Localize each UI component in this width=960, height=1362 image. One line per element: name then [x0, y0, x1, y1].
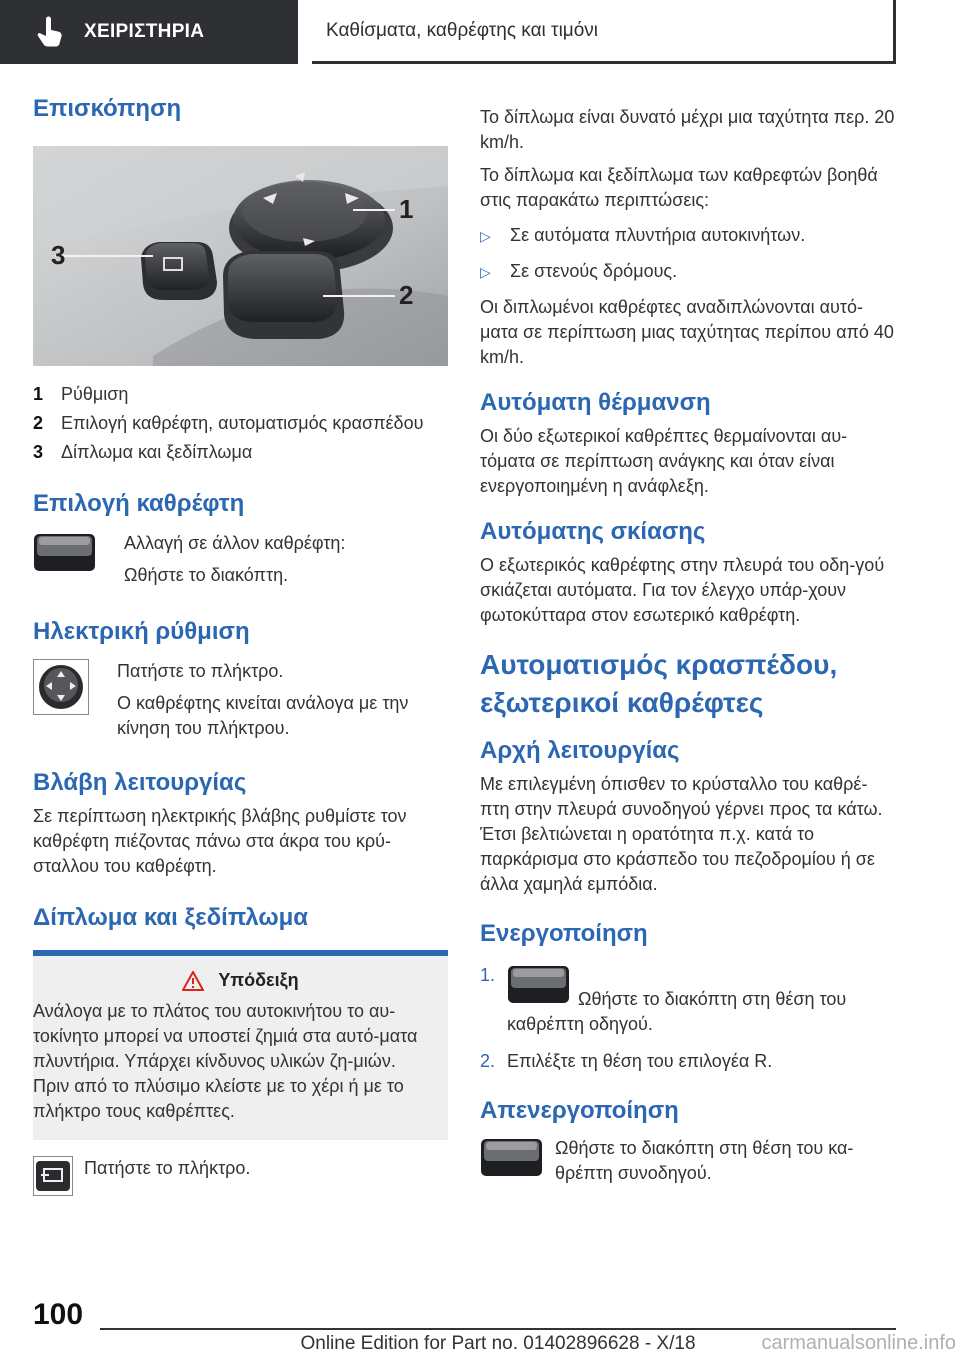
unfold-speed-text: Οι διπλωμένοι καθρέφτες αναδιπλώνονται αυτό-ματα σε περίπτωση μιας ταχύτητας περίπου από 40 km/h. [480, 297, 894, 367]
joystick-button-icon [33, 659, 89, 720]
legend-item [33, 409, 448, 438]
fold-speed-text: Το δίπλωμα είναι δυνατό μέχρι μια ταχύτητα περ. 20 km/h. [480, 107, 895, 152]
heating-text: Οι δύο εξωτερικοί καθρέπτες θερμαίνονται αυ-τόματα σε περίπτωση ανάγκης και όταν είναι ενεργοποιημένη η ανάφλεξη. [480, 426, 848, 496]
legend-text: Δίπλωμα και ξεδίπλωμα [61, 442, 253, 462]
electric-adjust-line1: Πατήστε το πλήκτρο. [117, 661, 284, 681]
principle-heading: Αρχή λειτουργίας [480, 737, 680, 764]
list-item [480, 259, 895, 285]
legend-number: 2 [33, 413, 44, 433]
photo-label-3: 3 [51, 240, 66, 270]
hand-pointer-icon [30, 12, 70, 52]
header-section-label: ΧΕΙΡΙΣΤΗΡΙΑ [84, 21, 205, 42]
mirror-switch-photo [33, 146, 448, 366]
legend-text: Επιλογή καθρέφτη, αυτοματισμός κρασπέδου [61, 413, 424, 433]
step-text: Επιλέξτε τη θέση του επιλογέα R. [507, 1051, 773, 1071]
rocker-switch-icon [507, 963, 570, 1012]
list-item [480, 1049, 895, 1074]
header-section-tab [0, 0, 298, 64]
header-chapter [312, 0, 896, 64]
warning-triangle-icon [182, 971, 204, 991]
page-number: 100 [33, 1298, 84, 1331]
rocker-switch-icon [480, 1136, 543, 1183]
mirror-select-block [33, 531, 448, 595]
photo-label-2: 2 [399, 280, 414, 310]
deactivation-heading: Απενεργοποίηση [480, 1097, 679, 1124]
list-item [480, 223, 895, 249]
dimming-heading: Αυτόματης σκίασης [480, 518, 706, 545]
step-number: 1. [480, 965, 496, 985]
photo-label-1: 1 [399, 194, 414, 224]
electric-adjust-heading: Ηλεκτρική ρύθμιση [33, 618, 250, 645]
fold-help-text: Το δίπλωμα και ξεδίπλωμα των καθρεφτών βοηθά στις παρακάτω περιπτώσεις: [480, 165, 878, 210]
fold-heading: Δίπλωμα και ξεδίπλωμα [33, 904, 309, 931]
triangle-bullet-icon: ▷ [480, 264, 491, 280]
footer-edition: Online Edition for Part no. 01402896628 - X/18 [300, 1333, 696, 1354]
rocker-switch-icon [33, 531, 96, 578]
mirror-select-line1: Αλλαγή σε άλλον καθρέφτη: [124, 533, 346, 553]
legend-number: 3 [33, 442, 44, 462]
heating-heading: Αυτόματη θέρμανση [480, 389, 711, 416]
bullet-text: Σε στενούς δρόμους. [510, 261, 678, 281]
legend-item [33, 380, 448, 409]
electric-adjust-block [33, 659, 448, 748]
bullet-text: Σε αυτόματα πλυντήρια αυτοκινήτων. [510, 225, 806, 245]
mirror-select-heading: Επιλογή καθρέφτη [33, 490, 245, 517]
legend-text: Ρύθμιση [61, 384, 129, 404]
header-chapter-label: Καθίσματα, καθρέφτης και τιμόνι [326, 19, 599, 41]
failure-heading: Βλάβη λειτουργίας [33, 769, 247, 796]
deactivation-block [480, 1136, 895, 1193]
principle-text: Με επιλεγμένη όπισθεν το κρύσταλλο του καθρέ-πτη στην πλευρά συνοδηγού γέρνει προς τα κάτω. Έτσι βελτιώνεται η ορατότητα π.χ. κατά το παρκάρισμα στο κράσπεδο του πεζοδρομίου ή σε άλλα χαμηλά εμπόδια. [480, 774, 883, 894]
activation-heading: Ενεργοποίηση [480, 920, 648, 947]
dimming-text: Ο εξωτερικός καθρέφτης στην πλευρά του οδη-γού σκιάζεται αυτόματα. Για τον έλεγχο υπάρ-χουν φωτοκύτταρα στον εσωτερικό καθρέφτη. [480, 555, 885, 625]
left-column [33, 94, 448, 1201]
right-column [480, 105, 895, 1193]
fold-button-icon [33, 1156, 73, 1201]
deactivation-text: Ωθήστε το διακόπτη στη θέση του κα-θρέπτη συνοδηγού. [555, 1138, 854, 1183]
step-number: 2. [480, 1051, 496, 1071]
failure-text: Σε περίπτωση ηλεκτρικής βλάβης ρυθμίστε τον καθρέφτη πιέζοντας πάνω στα άκρα του κρύ-σταλλου του καθρέφτη. [33, 806, 407, 876]
curb-heading-line1: Αυτοματισμός κρασπέδου, [480, 649, 838, 680]
note-title: Υπόδειξη [218, 970, 299, 990]
mirror-select-line2: Ωθήστε το διακόπτη. [124, 565, 289, 585]
fold-press-block [33, 1156, 448, 1201]
list-item [480, 963, 895, 1037]
step-text: Ωθήστε το διακόπτη στη θέση του καθρέπτη οδηγού. [507, 989, 847, 1034]
footer-divider [100, 1328, 896, 1330]
legend-item [33, 438, 448, 467]
photo-legend [33, 380, 448, 467]
watermark: carmanualsonline.info [761, 1332, 956, 1354]
overview-heading: Επισκόπηση [33, 95, 182, 122]
curb-heading-line2: εξωτερικοί καθρέφτες [480, 687, 764, 718]
note-text: Ανάλογα με το πλάτος του αυτοκινήτου το αυ-τοκίνητο μπορεί να υποστεί ζημιά στα αυτό-ματα πλυντήρια. Υπάρχει κίνδυνος υλικών ζη-μιών. Πριν από το πλύσιμο κλείστε με το χέρι ή με το πλήκτρο τους καθρέπτες. [33, 1001, 418, 1121]
legend-number: 1 [33, 384, 44, 404]
electric-adjust-line2: Ο καθρέφτης κινείται ανάλογα με την κίνηση του πλήκτρου. [117, 693, 409, 738]
note-box [33, 956, 448, 1140]
triangle-bullet-icon: ▷ [480, 228, 491, 244]
fold-press-text: Πατήστε το πλήκτρο. [84, 1158, 251, 1178]
